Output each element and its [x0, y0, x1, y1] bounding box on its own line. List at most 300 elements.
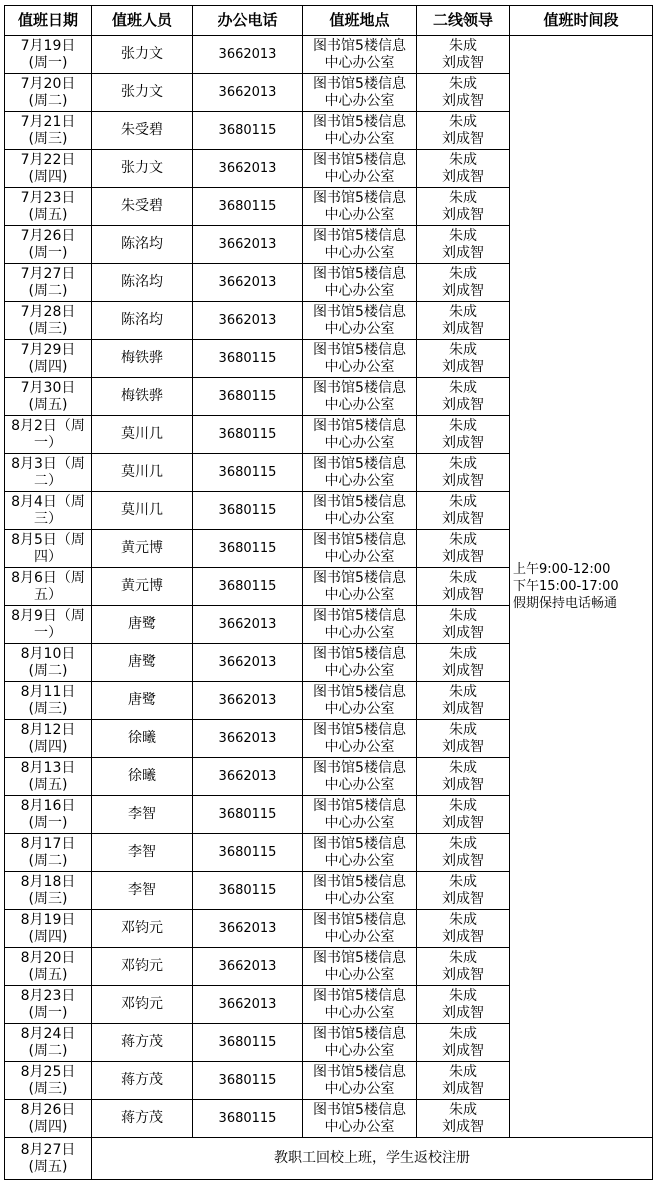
location-cell	[303, 74, 417, 112]
person-cell: 莫川几	[92, 492, 193, 530]
date-cell	[5, 1100, 92, 1138]
leader-line: 刘成智	[442, 320, 484, 337]
date-cell	[5, 1062, 92, 1100]
location-cell	[303, 530, 417, 568]
date-text: 8月13日	[20, 759, 76, 776]
location-line: 中心办公室	[324, 358, 395, 375]
date-text: 8月6日（周	[11, 569, 85, 586]
weekday-text: (周三)	[28, 320, 68, 337]
leader-line: 朱成	[449, 645, 477, 662]
location-cell	[303, 378, 417, 416]
duty-schedule-table	[4, 5, 653, 1180]
table-row	[5, 36, 653, 74]
leader-line: 刘成智	[442, 358, 484, 375]
location-cell	[303, 454, 417, 492]
phone-cell: 3662013	[193, 74, 303, 112]
date-text: 8月26日	[20, 1101, 76, 1118]
date-text: 7月19日	[20, 37, 76, 54]
date-cell	[5, 948, 92, 986]
person-cell: 莫川几	[92, 454, 193, 492]
location-line: 图书馆5楼信息	[313, 37, 406, 54]
location-cell	[303, 150, 417, 188]
location-line: 图书馆5楼信息	[313, 493, 406, 510]
date-cell	[5, 112, 92, 150]
location-line: 图书馆5楼信息	[313, 607, 406, 624]
date-text: 8月24日	[20, 1025, 76, 1042]
date-text: 8月10日	[20, 645, 76, 662]
location-line: 图书馆5楼信息	[313, 873, 406, 890]
phone-cell: 3662013	[193, 720, 303, 758]
leader-cell	[417, 226, 510, 264]
leader-cell	[417, 644, 510, 682]
leader-line: 刘成智	[442, 852, 484, 869]
date-text: 7月21日	[20, 113, 76, 130]
location-line: 图书馆5楼信息	[313, 303, 406, 320]
phone-cell: 3662013	[193, 150, 303, 188]
phone-cell: 3680115	[193, 416, 303, 454]
date-cell	[5, 1024, 92, 1062]
leader-line: 朱成	[449, 227, 477, 244]
phone-cell: 3680115	[193, 188, 303, 226]
location-line: 图书馆5楼信息	[313, 987, 406, 1004]
weekday-text: 五）	[34, 586, 62, 603]
location-line: 图书馆5楼信息	[313, 1025, 406, 1042]
location-line: 中心办公室	[324, 662, 395, 679]
location-line: 中心办公室	[324, 244, 395, 261]
weekday-text: (周三)	[28, 700, 68, 717]
location-line: 中心办公室	[324, 92, 395, 109]
header-date: 值班日期	[5, 6, 92, 36]
location-line: 图书馆5楼信息	[313, 835, 406, 852]
weekday-text: (周四)	[28, 358, 68, 375]
leader-line: 刘成智	[442, 548, 484, 565]
date-text: 8月16日	[20, 797, 76, 814]
final-date-cell	[5, 1138, 92, 1180]
weekday-text: (周一)	[28, 54, 68, 71]
location-line: 中心办公室	[324, 548, 395, 565]
header-row	[5, 6, 653, 36]
return-notice: 教职工回校上班，学生返校注册	[92, 1138, 653, 1180]
leader-line: 刘成智	[442, 738, 484, 755]
location-line: 图书馆5楼信息	[313, 265, 406, 282]
location-line: 中心办公室	[324, 130, 395, 147]
date-cell	[5, 454, 92, 492]
leader-cell	[417, 340, 510, 378]
leader-line: 朱成	[449, 797, 477, 814]
leader-line: 朱成	[449, 607, 477, 624]
location-line: 图书馆5楼信息	[313, 341, 406, 358]
location-line: 中心办公室	[324, 1004, 395, 1021]
leader-line: 朱成	[449, 379, 477, 396]
leader-cell	[417, 682, 510, 720]
leader-line: 刘成智	[442, 54, 484, 71]
leader-cell	[417, 834, 510, 872]
leader-cell	[417, 416, 510, 454]
weekday-text: (周四)	[28, 738, 68, 755]
leader-line: 朱成	[449, 531, 477, 548]
leader-line: 刘成智	[442, 700, 484, 717]
weekday-text: 四）	[34, 548, 62, 565]
location-cell	[303, 1062, 417, 1100]
phone-cell: 3680115	[193, 492, 303, 530]
weekday-text: (周五)	[28, 776, 68, 793]
weekday-text: (周三)	[28, 1080, 68, 1097]
location-line: 图书馆5楼信息	[313, 227, 406, 244]
date-text: 8月2日（周	[11, 417, 85, 434]
person-cell: 蒋方茂	[92, 1100, 193, 1138]
leader-cell	[417, 302, 510, 340]
phone-cell: 3662013	[193, 644, 303, 682]
location-line: 图书馆5楼信息	[313, 683, 406, 700]
date-text: 7月28日	[20, 303, 76, 320]
leader-line: 刘成智	[442, 168, 484, 185]
leader-cell	[417, 758, 510, 796]
location-line: 图书馆5楼信息	[313, 531, 406, 548]
date-cell	[5, 986, 92, 1024]
date-cell	[5, 720, 92, 758]
leader-line: 朱成	[449, 721, 477, 738]
date-text: 7月20日	[20, 75, 76, 92]
leader-line: 朱成	[449, 455, 477, 472]
leader-line: 朱成	[449, 37, 477, 54]
phone-cell: 3680115	[193, 340, 303, 378]
location-line: 图书馆5楼信息	[313, 1101, 406, 1118]
header-person: 值班人员	[92, 6, 193, 36]
phone-cell: 3680115	[193, 872, 303, 910]
leader-line: 朱成	[449, 417, 477, 434]
date-text: 8月3日（周	[11, 455, 85, 472]
person-cell: 唐鹭	[92, 682, 193, 720]
leader-cell	[417, 1062, 510, 1100]
location-cell	[303, 834, 417, 872]
location-cell	[303, 758, 417, 796]
location-line: 图书馆5楼信息	[313, 759, 406, 776]
weekday-text: 一）	[34, 434, 62, 451]
table-row-final	[5, 1138, 653, 1180]
leader-line: 刘成智	[442, 624, 484, 641]
leader-line: 刘成智	[442, 890, 484, 907]
location-line: 中心办公室	[324, 320, 395, 337]
date-cell	[5, 36, 92, 74]
location-line: 中心办公室	[324, 472, 395, 489]
phone-cell: 3662013	[193, 36, 303, 74]
leader-line: 朱成	[449, 949, 477, 966]
location-line: 图书馆5楼信息	[313, 911, 406, 928]
person-cell: 陈洺均	[92, 264, 193, 302]
location-line: 中心办公室	[324, 852, 395, 869]
location-line: 图书馆5楼信息	[313, 113, 406, 130]
leader-line: 刘成智	[442, 966, 484, 983]
location-line: 图书馆5楼信息	[313, 75, 406, 92]
weekday-text: (周一)	[28, 814, 68, 831]
location-cell	[303, 796, 417, 834]
person-cell: 李智	[92, 834, 193, 872]
location-line: 图书馆5楼信息	[313, 1063, 406, 1080]
leader-line: 朱成	[449, 493, 477, 510]
location-line: 图书馆5楼信息	[313, 379, 406, 396]
location-line: 图书馆5楼信息	[313, 189, 406, 206]
leader-cell	[417, 36, 510, 74]
location-line: 图书馆5楼信息	[313, 645, 406, 662]
weekday-text: (周五)	[28, 206, 68, 223]
location-line: 图书馆5楼信息	[313, 721, 406, 738]
leader-line: 刘成智	[442, 472, 484, 489]
leader-line: 朱成	[449, 683, 477, 700]
date-text: 7月30日	[20, 379, 76, 396]
weekday-text: 三）	[34, 510, 62, 527]
person-cell: 张力文	[92, 74, 193, 112]
leader-cell	[417, 872, 510, 910]
date-text: 8月20日	[20, 949, 76, 966]
date-cell	[5, 606, 92, 644]
leader-cell	[417, 264, 510, 302]
location-cell	[303, 986, 417, 1024]
location-line: 中心办公室	[324, 434, 395, 451]
date-cell	[5, 530, 92, 568]
leader-line: 朱成	[449, 569, 477, 586]
leader-line: 刘成智	[442, 928, 484, 945]
location-cell	[303, 226, 417, 264]
date-text: 8月12日	[20, 721, 76, 738]
location-cell	[303, 340, 417, 378]
person-cell: 邓钧元	[92, 948, 193, 986]
phone-cell: 3680115	[193, 378, 303, 416]
leader-line: 朱成	[449, 265, 477, 282]
duty-hours-cell	[510, 36, 653, 1138]
weekday-text: (周三)	[28, 890, 68, 907]
header-leader: 二线领导	[417, 6, 510, 36]
person-cell: 梅铁骅	[92, 340, 193, 378]
location-line: 图书馆5楼信息	[313, 569, 406, 586]
weekday-text: 二）	[34, 472, 62, 489]
location-cell	[303, 188, 417, 226]
location-line: 图书馆5楼信息	[313, 797, 406, 814]
leader-cell	[417, 986, 510, 1024]
person-cell: 莫川几	[92, 416, 193, 454]
leader-line: 刘成智	[442, 282, 484, 299]
person-cell: 徐曦	[92, 720, 193, 758]
location-cell	[303, 682, 417, 720]
location-line: 图书馆5楼信息	[313, 417, 406, 434]
date-text: 8月9日（周	[11, 607, 85, 624]
weekday-text: (周四)	[28, 168, 68, 185]
location-cell	[303, 606, 417, 644]
header-phone: 办公电话	[193, 6, 303, 36]
location-cell	[303, 1100, 417, 1138]
date-cell	[5, 872, 92, 910]
person-cell: 唐鹭	[92, 606, 193, 644]
date-cell	[5, 416, 92, 454]
location-line: 中心办公室	[324, 282, 395, 299]
leader-cell	[417, 1024, 510, 1062]
person-cell: 蒋方茂	[92, 1024, 193, 1062]
location-line: 中心办公室	[324, 966, 395, 983]
date-text: 8月23日	[20, 987, 76, 1004]
leader-line: 刘成智	[442, 662, 484, 679]
leader-cell	[417, 1100, 510, 1138]
leader-line: 刘成智	[442, 1080, 484, 1097]
phone-cell: 3662013	[193, 948, 303, 986]
location-line: 中心办公室	[324, 396, 395, 413]
date-cell	[5, 796, 92, 834]
phone-cell: 3662013	[193, 758, 303, 796]
person-cell: 黄元博	[92, 530, 193, 568]
date-text: 8月4日（周	[11, 493, 85, 510]
location-line: 中心办公室	[324, 1080, 395, 1097]
date-cell	[5, 226, 92, 264]
leader-line: 刘成智	[442, 1042, 484, 1059]
date-text: 8月17日	[20, 835, 76, 852]
duty-hours-line: 假期保持电话畅通	[513, 596, 618, 611]
date-text: 8月19日	[20, 911, 76, 928]
date-text: 7月23日	[20, 189, 76, 206]
leader-line: 刘成智	[442, 510, 484, 527]
location-cell	[303, 720, 417, 758]
date-cell	[5, 264, 92, 302]
date-cell	[5, 644, 92, 682]
leader-line: 朱成	[449, 151, 477, 168]
location-cell	[303, 264, 417, 302]
date-text: 7月27日	[20, 265, 76, 282]
phone-cell: 3680115	[193, 1024, 303, 1062]
leader-line: 朱成	[449, 75, 477, 92]
location-line: 中心办公室	[324, 168, 395, 185]
person-cell: 朱受碧	[92, 188, 193, 226]
leader-line: 朱成	[449, 759, 477, 776]
person-cell: 邓钧元	[92, 986, 193, 1024]
location-cell	[303, 872, 417, 910]
leader-cell	[417, 112, 510, 150]
person-cell: 李智	[92, 796, 193, 834]
date-cell	[5, 188, 92, 226]
location-line: 中心办公室	[324, 624, 395, 641]
person-cell: 李智	[92, 872, 193, 910]
weekday-text: (周四)	[28, 928, 68, 945]
final-date: 8月27日	[20, 1141, 76, 1158]
leader-line: 刘成智	[442, 206, 484, 223]
weekday-text: (周二)	[28, 662, 68, 679]
location-cell	[303, 644, 417, 682]
leader-line: 朱成	[449, 835, 477, 852]
person-cell: 陈洺均	[92, 226, 193, 264]
date-cell	[5, 492, 92, 530]
phone-cell: 3680115	[193, 530, 303, 568]
leader-cell	[417, 454, 510, 492]
location-cell	[303, 112, 417, 150]
leader-line: 朱成	[449, 1025, 477, 1042]
duty-hours-line: 下午15:00-17:00	[513, 579, 619, 594]
date-text: 8月25日	[20, 1063, 76, 1080]
weekday-text: 一）	[34, 624, 62, 641]
leader-line: 刘成智	[442, 434, 484, 451]
leader-line: 刘成智	[442, 396, 484, 413]
header-duty-hours: 值班时间段	[510, 6, 653, 36]
date-text: 7月29日	[20, 341, 76, 358]
date-cell	[5, 150, 92, 188]
person-cell: 邓钧元	[92, 910, 193, 948]
date-cell	[5, 568, 92, 606]
location-line: 中心办公室	[324, 206, 395, 223]
person-cell: 张力文	[92, 150, 193, 188]
location-line: 中心办公室	[324, 776, 395, 793]
leader-cell	[417, 492, 510, 530]
leader-cell	[417, 568, 510, 606]
weekday-text: (周四)	[28, 1118, 68, 1135]
weekday-text: (周一)	[28, 1004, 68, 1021]
phone-cell: 3680115	[193, 568, 303, 606]
date-cell	[5, 378, 92, 416]
person-cell: 蒋方茂	[92, 1062, 193, 1100]
leader-line: 刘成智	[442, 1004, 484, 1021]
location-line: 图书馆5楼信息	[313, 949, 406, 966]
leader-line: 朱成	[449, 189, 477, 206]
location-line: 图书馆5楼信息	[313, 455, 406, 472]
leader-line: 刘成智	[442, 130, 484, 147]
phone-cell: 3662013	[193, 264, 303, 302]
leader-cell	[417, 606, 510, 644]
phone-cell: 3680115	[193, 796, 303, 834]
leader-line: 刘成智	[442, 92, 484, 109]
phone-cell: 3680115	[193, 834, 303, 872]
location-line: 中心办公室	[324, 54, 395, 71]
weekday-text: (周二)	[28, 92, 68, 109]
date-cell	[5, 834, 92, 872]
leader-cell	[417, 378, 510, 416]
phone-cell: 3662013	[193, 910, 303, 948]
location-cell	[303, 568, 417, 606]
person-cell: 张力文	[92, 36, 193, 74]
person-cell: 朱受碧	[92, 112, 193, 150]
weekday-text: (周五)	[28, 396, 68, 413]
weekday-text: (周二)	[28, 852, 68, 869]
location-cell	[303, 1024, 417, 1062]
location-line: 中心办公室	[324, 890, 395, 907]
leader-line: 刘成智	[442, 244, 484, 261]
weekday-text: (周二)	[28, 1042, 68, 1059]
location-cell	[303, 948, 417, 986]
table-body	[5, 36, 653, 1180]
leader-line: 朱成	[449, 303, 477, 320]
phone-cell: 3662013	[193, 302, 303, 340]
date-cell	[5, 302, 92, 340]
duty-hours-line: 上午9:00-12:00	[513, 562, 611, 577]
person-cell: 徐曦	[92, 758, 193, 796]
leader-cell	[417, 74, 510, 112]
leader-line: 朱成	[449, 341, 477, 358]
location-cell	[303, 416, 417, 454]
date-text: 7月26日	[20, 227, 76, 244]
duty-schedule-sheet	[4, 5, 652, 1180]
location-cell	[303, 492, 417, 530]
leader-cell	[417, 150, 510, 188]
leader-line: 朱成	[449, 911, 477, 928]
leader-cell	[417, 796, 510, 834]
date-cell	[5, 758, 92, 796]
weekday-text: (周五)	[28, 966, 68, 983]
header-location: 值班地点	[303, 6, 417, 36]
location-line: 中心办公室	[324, 586, 395, 603]
leader-cell	[417, 910, 510, 948]
weekday-text: (周二)	[28, 282, 68, 299]
person-cell: 黄元博	[92, 568, 193, 606]
location-line: 中心办公室	[324, 510, 395, 527]
leader-line: 朱成	[449, 987, 477, 1004]
location-cell	[303, 302, 417, 340]
leader-cell	[417, 948, 510, 986]
location-line: 中心办公室	[324, 928, 395, 945]
location-line: 图书馆5楼信息	[313, 151, 406, 168]
location-line: 中心办公室	[324, 814, 395, 831]
